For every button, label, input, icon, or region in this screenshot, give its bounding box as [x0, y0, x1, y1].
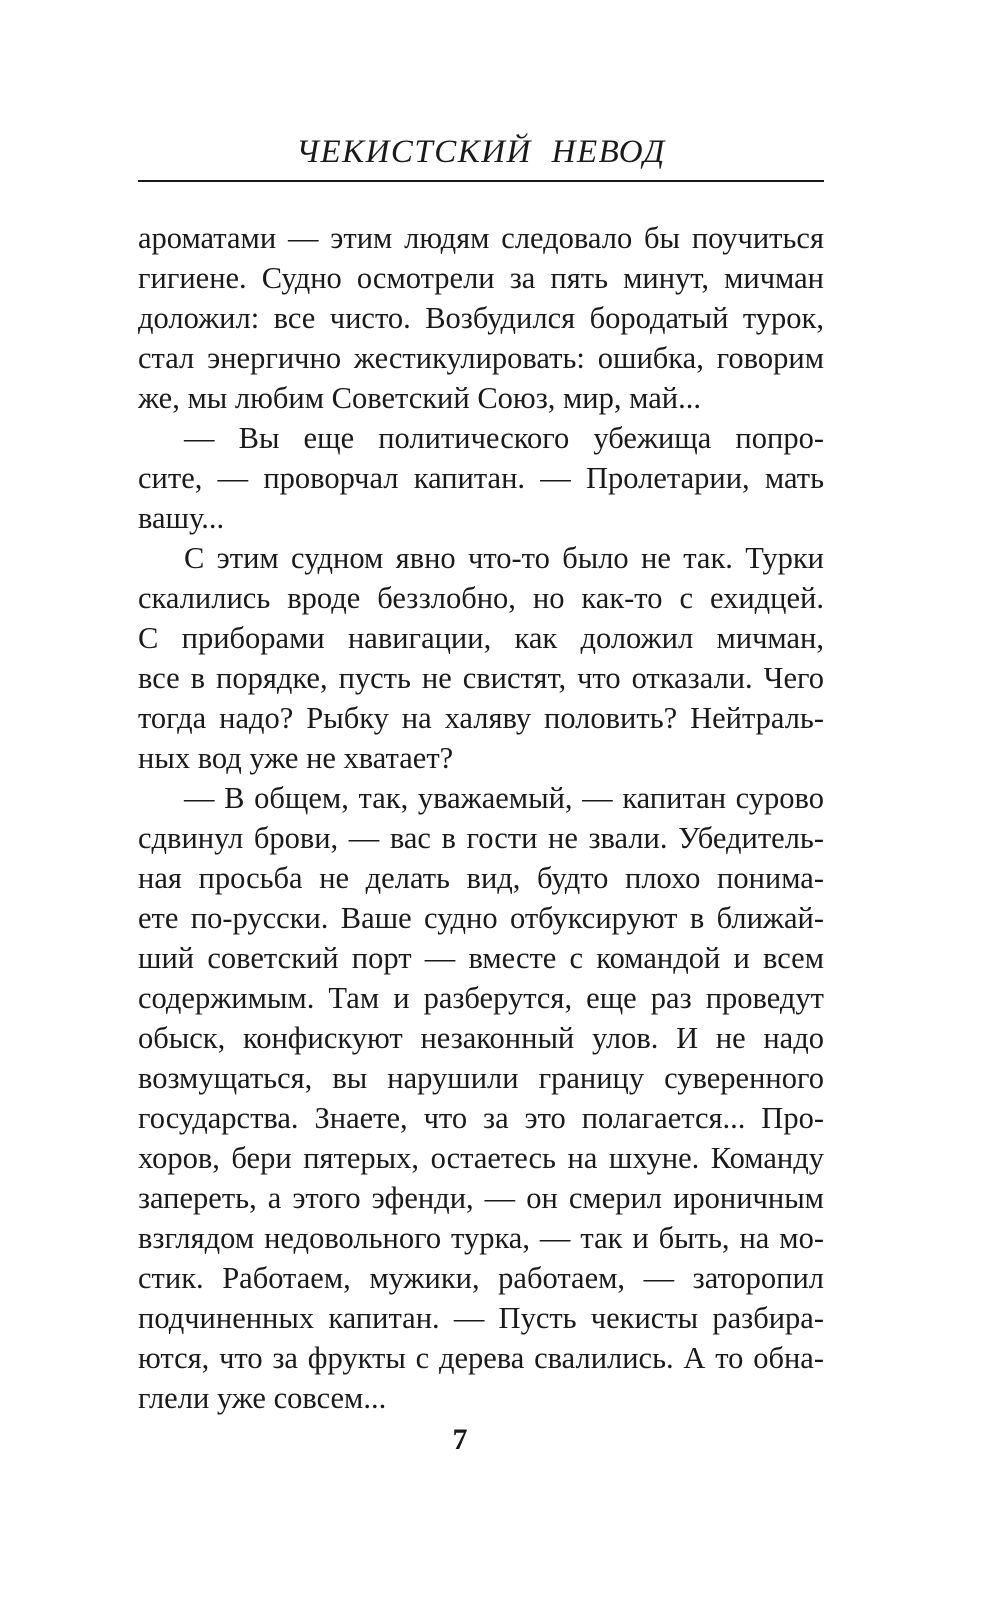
text-line: глели уже совсем... — [138, 1381, 387, 1415]
text-line: стал энергично жестикулировать: ошибка, говорим — [138, 341, 824, 375]
text-line: содержимым. Там и разберутся, еще раз проведут — [138, 981, 824, 1015]
text-line: же, мы любим Советский Союз, мир, май... — [138, 381, 701, 415]
text-line: ший советский порт — вместе с командой и всем — [138, 941, 824, 975]
text-line: государства. Знаете, что за это полагается... Про- — [138, 1101, 824, 1135]
text-line: стик. Работаем, мужики, работаем, — заторопил — [138, 1261, 824, 1295]
page-number: 7 — [452, 1423, 468, 1456]
header-rule — [138, 180, 824, 182]
text-line: гигиене. Судно осмотрели за пять минут, мичман — [138, 261, 824, 295]
text-line: скалились вроде беззлобно, но как-то с ехидцей. — [138, 581, 824, 615]
text-line: тогда надо? Рыбку на халяву половить? Нейтраль- — [138, 701, 824, 735]
text-line: ных вод уже не хватает? — [138, 741, 454, 775]
body-text — [138, 218, 824, 1418]
text-line: ная просьба не делать вид, будто плохо понима- — [138, 861, 824, 895]
text-line: ете по-русски. Ваше судно отбуксируют в ближай- — [138, 901, 824, 935]
text-line: С приборами навигации, как доложил мичман, — [138, 621, 824, 655]
text-line: сдвинул брови, — вас в гости не звали. Убедитель- — [138, 821, 824, 855]
text-line: сите, — проворчал капитан. — Пролетарии, мать — [138, 461, 824, 495]
text-line: запереть, а этого эфенди, — он смерил ироничным — [138, 1181, 824, 1215]
text-line: — В общем, так, уважаемый, — капитан сурово — [184, 781, 824, 815]
text-line: ются, что за фрукты с дерева свалились. А то обна- — [138, 1341, 824, 1375]
running-head-title: ЧЕКИСТСКИЙ НЕВОД — [296, 134, 666, 170]
text-line: обыск, конфискуют незаконный улов. И не надо — [138, 1021, 824, 1055]
text-line: хоров, бери пятерых, остаетесь на шхуне. Команду — [138, 1141, 824, 1175]
text-line: доложил: все чисто. Возбудился бородатый турок, — [138, 301, 824, 335]
text-line: С этим судном явно что-то было не так. Турки — [184, 541, 824, 575]
text-line: — Вы еще политического убежища попро- — [184, 421, 824, 455]
text-line: вашу... — [138, 501, 225, 535]
text-line: подчиненных капитан. — Пусть чекисты разбира- — [138, 1301, 824, 1335]
text-line: возмущаться, вы нарушили границу суверенного — [138, 1061, 824, 1095]
text-line: взглядом недовольного турка, — так и быть, на мо- — [138, 1221, 824, 1255]
text-line: все в порядке, пусть не свистят, что отказали. Чего — [138, 661, 824, 695]
text-line: ароматами — этим людям следовало бы поучиться — [138, 221, 824, 255]
